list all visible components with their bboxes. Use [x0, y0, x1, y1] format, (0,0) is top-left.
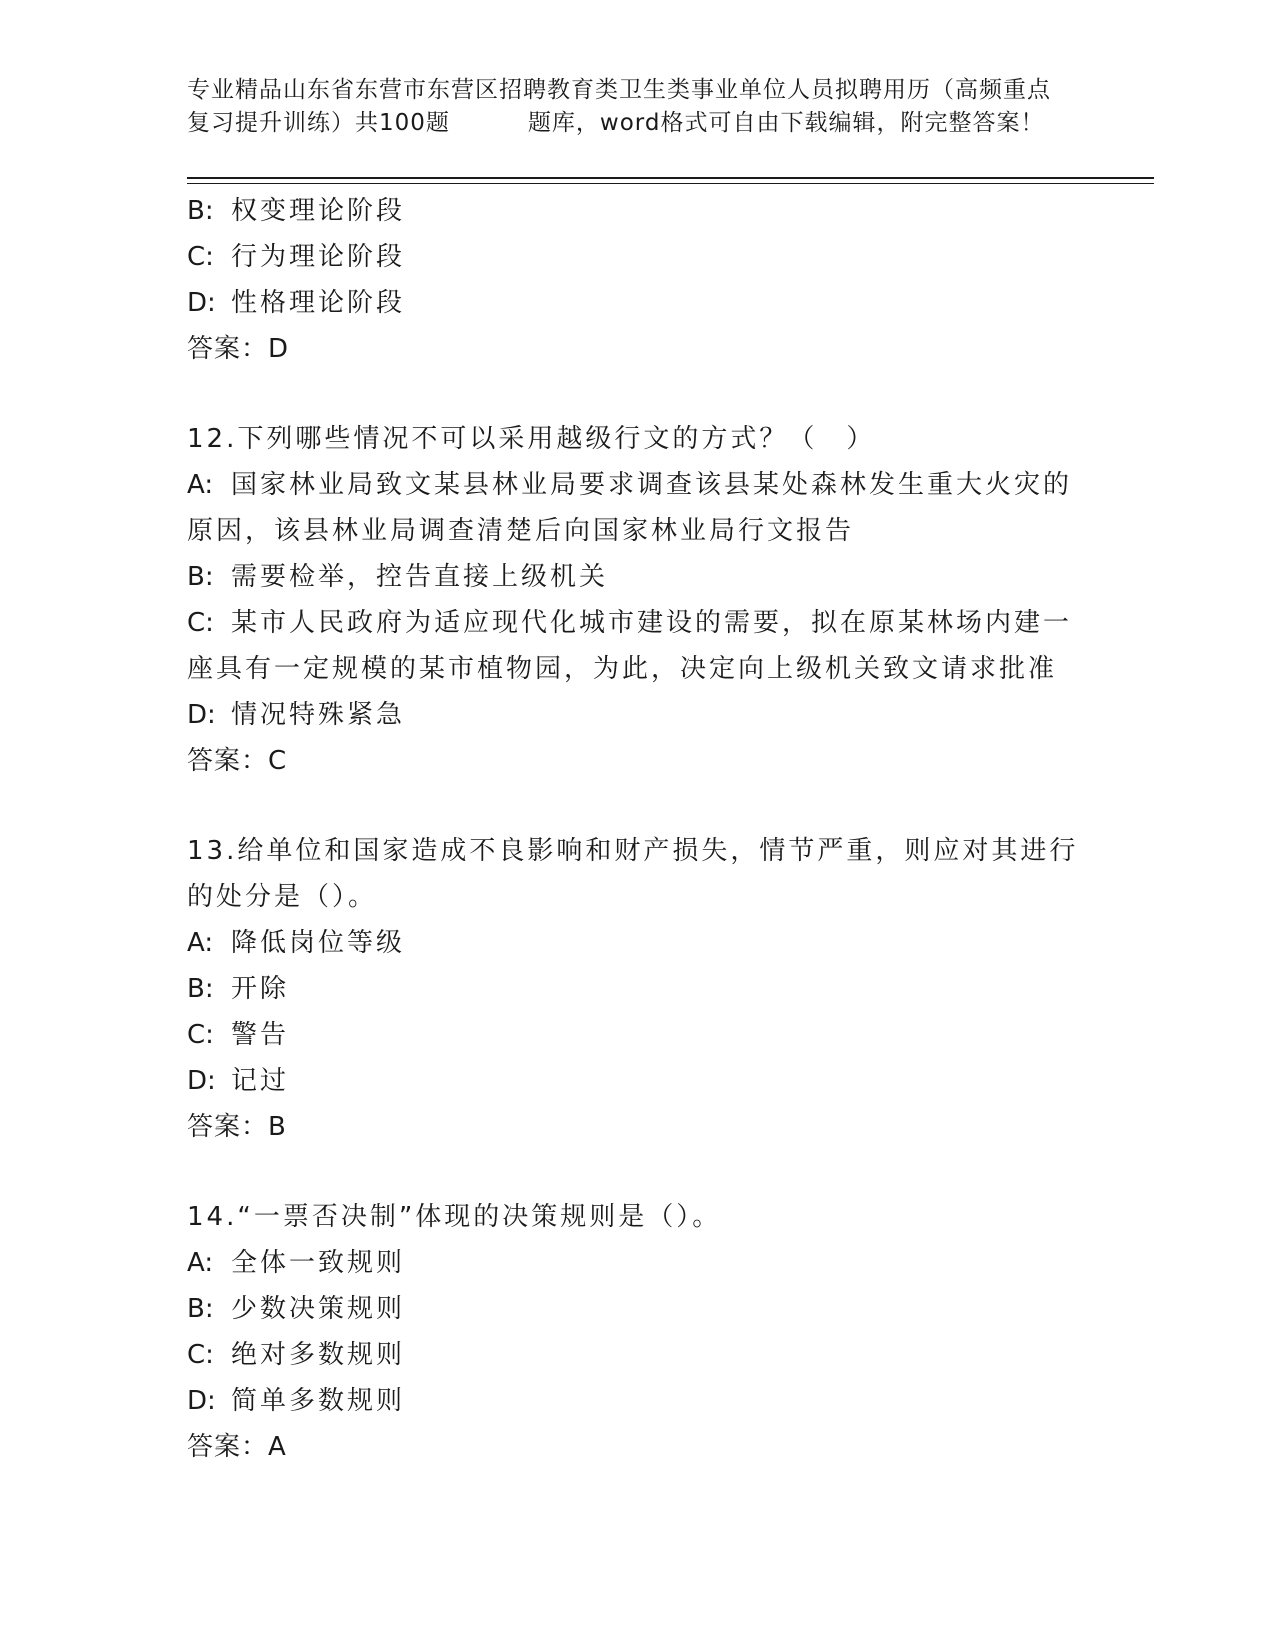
header-line-2 — [187, 107, 1087, 140]
header-line-2-part-a: 复习提升训练）共100题 — [187, 110, 450, 136]
header-line-2-part-b: 题库，word格式可自由下载编辑，附完整答案！ — [527, 110, 1045, 136]
option-c-continued: 座具有一定规模的某市植物园，为此，决定向上级机关致文请求批准 — [187, 654, 1058, 684]
option-b: B: 少数决策规则 — [187, 1294, 406, 1324]
option-d: D: 简单多数规则 — [187, 1386, 406, 1416]
header-divider-thin — [187, 183, 1154, 184]
option-a: A: 降低岗位等级 — [187, 928, 406, 958]
question-list — [187, 188, 1087, 1470]
option-b: B: 权变理论阶段 — [187, 196, 406, 226]
option-a-continued: 原因，该县林业局调查清楚后向国家林业局行文报告 — [187, 516, 855, 546]
option-a: A: 全体一致规则 — [187, 1248, 406, 1278]
question-14-block — [187, 1194, 1087, 1470]
question-text: 12.下列哪些情况不可以采用越级行文的方式？（ ） — [187, 424, 876, 454]
option-b: B: 需要检举，控告直接上级机关 — [187, 562, 609, 592]
option-c: C: 行为理论阶段 — [187, 242, 406, 272]
answer-line: 答案：D — [187, 334, 290, 364]
option-c: C: 绝对多数规则 — [187, 1340, 406, 1370]
question-12-block — [187, 416, 1087, 784]
option-d: D: 记过 — [187, 1066, 290, 1096]
header-line-1: 专业精品山东省东营市东营区招聘教育类卫生类事业单位人员拟聘用历（高频重点 — [187, 77, 1051, 103]
option-b: B: 开除 — [187, 974, 290, 1004]
answer-line: 答案：A — [187, 1432, 287, 1462]
answer-line: 答案：C — [187, 746, 288, 776]
question-text: 14.“一票否决制”体现的决策规则是（）。 — [187, 1202, 722, 1232]
page-header — [187, 74, 1087, 140]
option-c: C: 某市人民政府为适应现代化城市建设的需要，拟在原某林场内建一 — [187, 608, 1073, 638]
option-d: D: 情况特殊紧急 — [187, 700, 406, 730]
option-a: A: 国家林业局致文某县林业局要求调查该县某处森林发生重大火灾的 — [187, 470, 1073, 500]
question-text: 13.给单位和国家造成不良影响和财产损失，情节严重，则应对其进行 — [187, 836, 1079, 866]
header-divider-thick — [187, 177, 1154, 179]
option-c: C: 警告 — [187, 1020, 290, 1050]
question-11-block — [187, 188, 1087, 372]
option-d: D: 性格理论阶段 — [187, 288, 406, 318]
question-text-continued: 的处分是（）。 — [187, 882, 378, 912]
question-13-block — [187, 828, 1087, 1150]
answer-line: 答案：B — [187, 1112, 287, 1142]
